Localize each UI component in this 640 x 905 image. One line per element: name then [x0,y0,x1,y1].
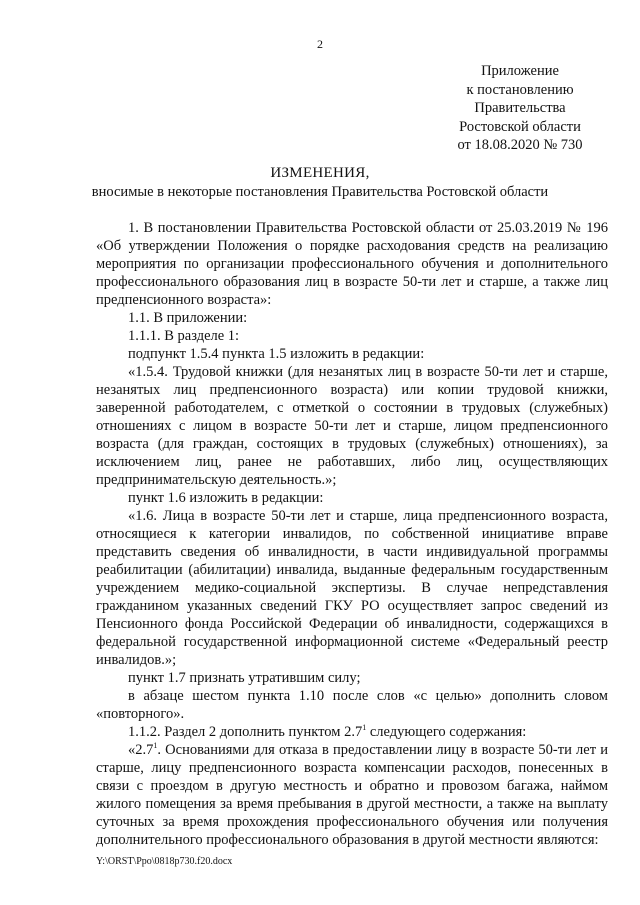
paragraph-10-text-a: 1.1.2. Раздел 2 дополнить пунктом 2.7 [128,724,363,740]
appendix-line-3: Правительства [474,100,566,116]
paragraph-10-text-b: следующего содержания: [366,724,527,740]
appendix-line-5: от 18.08.2020 № 730 [457,137,583,153]
document-title: ИЗМЕНЕНИЯ, [270,165,370,181]
paragraph-5: «1.5.4. Трудовой книжки (для незанятых лиц в возрасте 50-ти лет и старше, незанятых лиц предпенсионного возраста) или копии трудовой книжки, заверенной работодателем, с отметкой о состоянии в трудовых (служебных) отношениях с лицом в возрасте 50-ти лет и старше, лицом предпенсионного возраста (для граждан, состоящих в трудовых (служебных) отношениях), за исключением лиц, ранее не работавших, либо лиц, осуществляющих предпринимательскую деятельность.»; [96,364,608,488]
appendix-line-4: Ростовской области [459,118,581,135]
document-body [96,219,608,849]
paragraph-7: «1.6. Лица в возрасте 50-ти лет и старше, лица предпенсионного возраста, относящиеся к категории инвалидов, по собственной инициативе вправе представить сведения об инвалидности, в части индивидуальной программы реабилитации (абилитации) инвалида, выданные федеральным государственным учреждением медико-социальной экспертизы. В случае непредставления гражданином указанных сведений ГКУ РО осуществляет запрос сведений из Пенсионного фонда Российской Федерации об инвалидности, содержащихся в федеральной государственной информационной системе «Федеральный реестр инвалидов.»; [96,508,608,668]
paragraph-10-superscript: 1 [362,723,367,733]
paragraph-6: пункт 1.6 изложить в редакции: [128,490,324,506]
paragraph-9: в абзаце шестом пункта 1.10 после слов «с целью» дополнить словом «повторного». [96,688,608,722]
paragraph-10 [96,723,608,741]
paragraph-11-text-b: . Основаниями для отказа в предоставлении лицу в возрасте 50-ти лет и старше, лицу предпенсионного возраста компенсации расходов, понесенных в связи с проездом в другую местность и обратно и провозом багажа, наймом жилого помещения за время пребывания в другой местности, а также на выплату суточных за время прохождения профессионального обучения или получения дополнительного профессионального образования в другой местности являются: [96,742,608,848]
file-path-footer: Y:\ORST\Ppo\0818p730.f20.docx [96,856,233,867]
paragraph-8: пункт 1.7 признать утратившим силу; [128,670,361,686]
paragraph-11-text-a: «2.7 [128,742,154,758]
paragraph-11-superscript: 1 [153,741,158,751]
appendix-block [440,62,600,155]
page-number: 2 [317,37,323,51]
paragraph-4: подпункт 1.5.4 пункта 1.5 изложить в редакции: [128,346,425,362]
document-subtitle: вносимые в некоторые постановления Правительства Ростовской области [91,184,549,200]
appendix-line-2: к постановлению [466,81,574,98]
paragraph-11 [96,741,608,849]
paragraph-3: 1.1.1. В разделе 1: [128,328,240,344]
paragraph-1: 1. В постановлении Правительства Ростовской области от 25.03.2019 № 196 «Об утверждении Положения о порядке расходования средств на реализацию мероприятия по организации профессионального обучения и дополнительного профессионального образования лиц в возрасте 50-ти лет и старше, а также лиц предпенсионного возраста»: [96,220,608,308]
paragraph-2: 1.1. В приложении: [128,310,248,326]
appendix-line-1: Приложение [481,63,559,79]
